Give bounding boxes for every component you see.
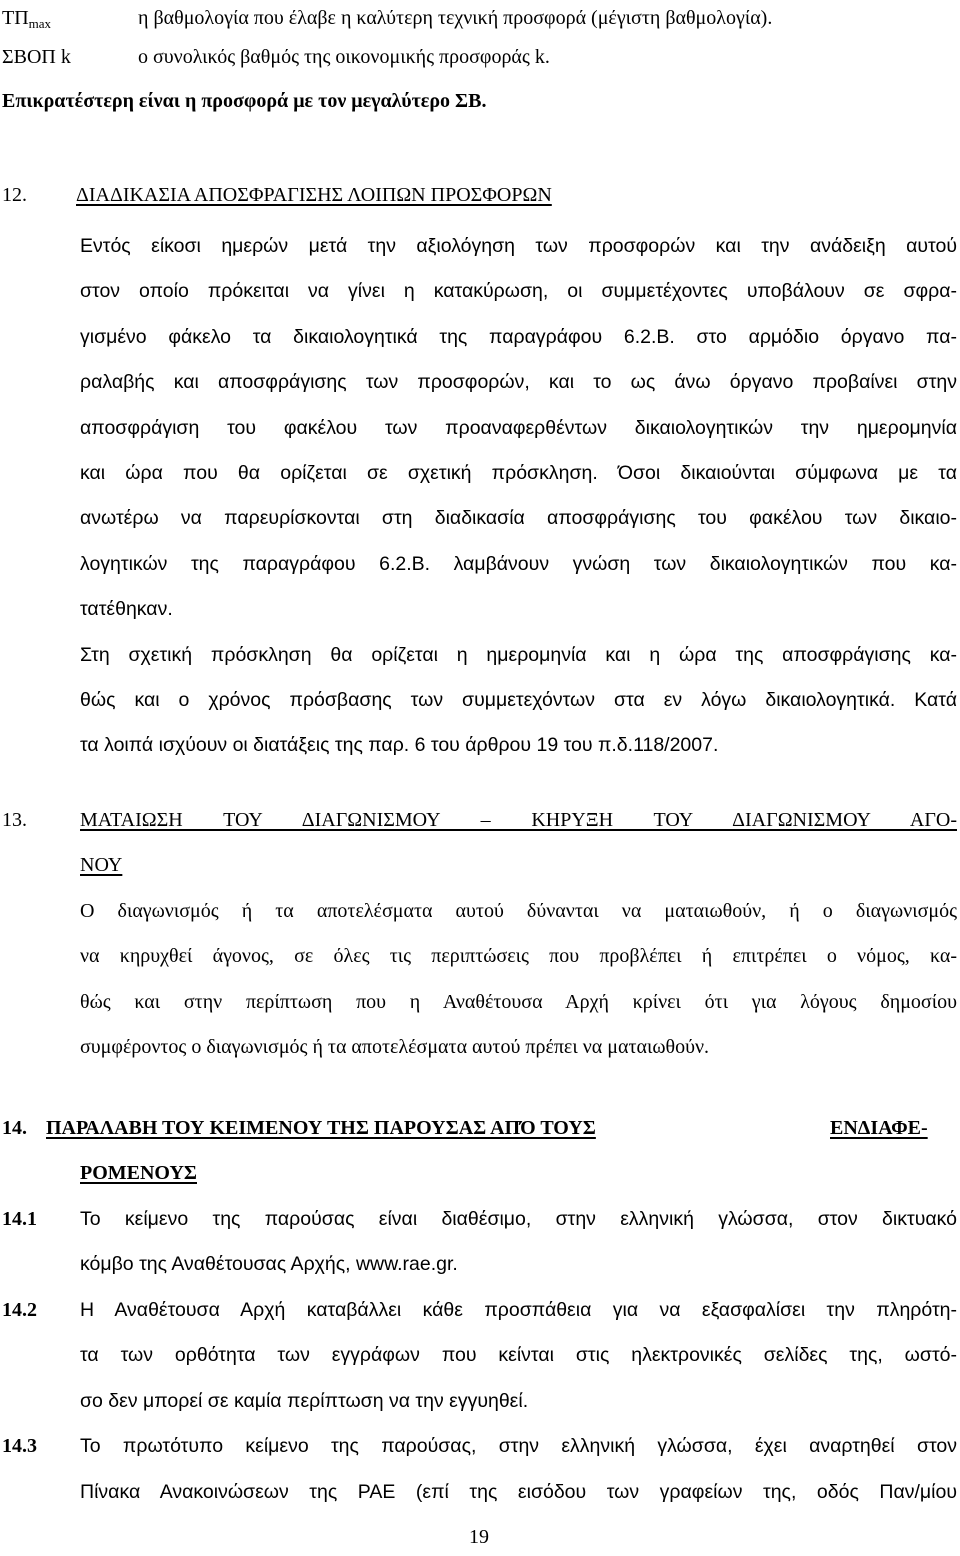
item-14-1-line: Το κείμενο της παρούσας είναι διαθέσιμο, στην ελληνική γλώσσα, στον δικτυακό (80, 1208, 957, 1230)
section-12-paragraph-1-line: ραλαβής και αποσφράγισης των προσφορών, και το ως άνω όργανο προβαίνει στην (80, 371, 957, 393)
item-14-2-number: 14.2 (2, 1299, 37, 1321)
definition-text-svop: ο συνολικός βαθμός της οικονομικής προσφοράς k. (138, 46, 550, 68)
section-13-number: 13. (2, 809, 27, 831)
section-13-title-continued: ΝΟΥ (80, 854, 123, 876)
section-12-paragraph-1-line: και ώρα που θα ορίζεται σε σχετική πρόσκληση. Όσοι δικαιούνται σύμφωνα με τα (80, 462, 957, 484)
item-14-3-line: Το πρωτότυπο κείμενο της παρούσας, στην ελληνική γλώσσα, έχει αναρτηθεί στον (80, 1435, 957, 1457)
section-12-paragraph-1-line: Εντός είκοσι ημερών μετά την αξιολόγηση των προσφορών και την ανάδειξη αυτού (80, 235, 957, 257)
item-14-2-line: τα των ορθότητα των εγγράφων που κείνται στις ηλεκτρονικές σελίδες της, ωστό- (80, 1344, 957, 1366)
item-14-3-number: 14.3 (2, 1435, 37, 1457)
section-13-paragraph-line: Ο διαγωνισμός ή τα αποτελέσματα αυτού δύνανται να ματαιωθούν, ή ο διαγωνισμός (80, 900, 957, 922)
section-12-paragraph-1-line: στον οποίο πρόκειται να γίνει η κατακύρωση, οι συμμετέχοντες υποβάλουν σε σφρα- (80, 280, 957, 302)
section-14-title-continued: ΡΟΜΕΝΟΥΣ (80, 1162, 197, 1184)
section-13-paragraph-line: συμφέροντος ο διαγωνισμός ή τα αποτελέσματα αυτού πρέπει να ματαιωθούν. (80, 1036, 710, 1058)
section-12-paragraph-1-line: ανωτέρω να παρευρίσκονται στη διαδικασία αποσφράγισης του φακέλου των δικαιο- (80, 507, 957, 529)
definition-term-tp: $T\Pi_{max}$ (2, 7, 52, 31)
section-13-title: ΜΑΤΑΙΩΣΗ ΤΟΥ ΔΙΑΓΩΝΙΣΜΟΥ – ΚΗΡΥΞΗ ΤΟΥ ΔΙΑΓΩΝΙΣΜΟΥ ΑΓΟ- (80, 809, 957, 831)
section-13-paragraph-line: να κηρυχθεί άγονος, σε όλες τις περιπτώσεις που προβλέπει ή επιτρέπει ο νόμος, κα- (80, 945, 957, 967)
section-13-paragraph-line: θώς και στην περίπτωση που η Αναθέτουσα Αρχή κρίνει ότι για λόγους δημοσίου (80, 991, 957, 1013)
section-14-number: 14. (2, 1117, 27, 1139)
section-12-paragraph-1-line: λογητικών της παραγράφου 6.2.Β. λαμβάνουν γνώση των δικαιολογητικών που κα- (80, 553, 957, 575)
section-12-paragraph-1-line: αποσφράγιση του φακέλου των προαναφερθέντων δικαιολογητικών την ημερομηνία (80, 417, 957, 439)
definition-text-tp: η βαθμολογία που έλαβε η καλύτερη τεχνική προσφορά (μέγιστη βαθμολογία). (138, 7, 773, 29)
section-12-number: 12. (2, 184, 27, 206)
item-14-2-line: Η Αναθέτουσα Αρχή καταβάλλει κάθε προσπάθεια για να εξασφαλίσει την πληρότη- (80, 1299, 957, 1321)
item-14-3-line: Πίνακα Ανακοινώσεων της ΡΑΕ (επί της εισόδου των γραφείων της, οδός Παν/μίου (80, 1481, 957, 1503)
section-12-title: ΔΙΑΔΙΚΑΣΙΑ ΑΠΟΣΦΡΑΓΙΣΗΣ ΛΟΙΠΩΝ ΠΡΟΣΦΟΡΩΝ (76, 184, 552, 206)
section-14-title-end: ΕΝΔΙΑΦΕ- (830, 1117, 928, 1139)
section-12-paragraph-1-line: γισμένο φάκελο τα δικαιολογητικά της παραγράφου 6.2.Β. στο αρμόδιο όργανο πα- (80, 326, 957, 348)
definition-term-svop: ΣΒΟΠ k (2, 46, 71, 68)
section-12-paragraph-2-line: τα λοιπά ισχύουν οι διατάξεις της παρ. 6 του άρθρου 19 του π.δ.118/2007. (80, 734, 719, 756)
item-14-2-line: σο δεν μπορεί σε καμία περίπτωση να την εγγυηθεί. (80, 1390, 529, 1412)
prevailing-offer-note: Επικρατέστερη είναι η προσφορά με τον μεγαλύτερο ΣΒ. (2, 90, 487, 112)
section-14-title: ΠΑΡΑΛΑΒΗ ΤΟΥ ΚΕΙΜΕΝΟΥ ΤΗΣ ΠΑΡΟΥΣΑΣ ΑΠΌ ΤΟΥΣ (46, 1117, 596, 1139)
section-12-paragraph-2-line: Στη σχετική πρόσκληση θα ορίζεται η ημερομηνία και η ώρα της αποσφράγισης κα- (80, 644, 957, 666)
section-12-paragraph-1-line: τατέθηκαν. (80, 598, 173, 620)
section-12-paragraph-2-line: θώς και ο χρόνος πρόσβασης των συμμετεχόντων στα εν λόγω δικαιολογητικά. Κατά (80, 689, 957, 711)
item-14-1-number: 14.1 (2, 1208, 37, 1230)
page-number: 19 (469, 1526, 489, 1548)
item-14-1-line: κόμβο της Αναθέτουσας Αρχής, www.rae.gr. (80, 1253, 458, 1275)
